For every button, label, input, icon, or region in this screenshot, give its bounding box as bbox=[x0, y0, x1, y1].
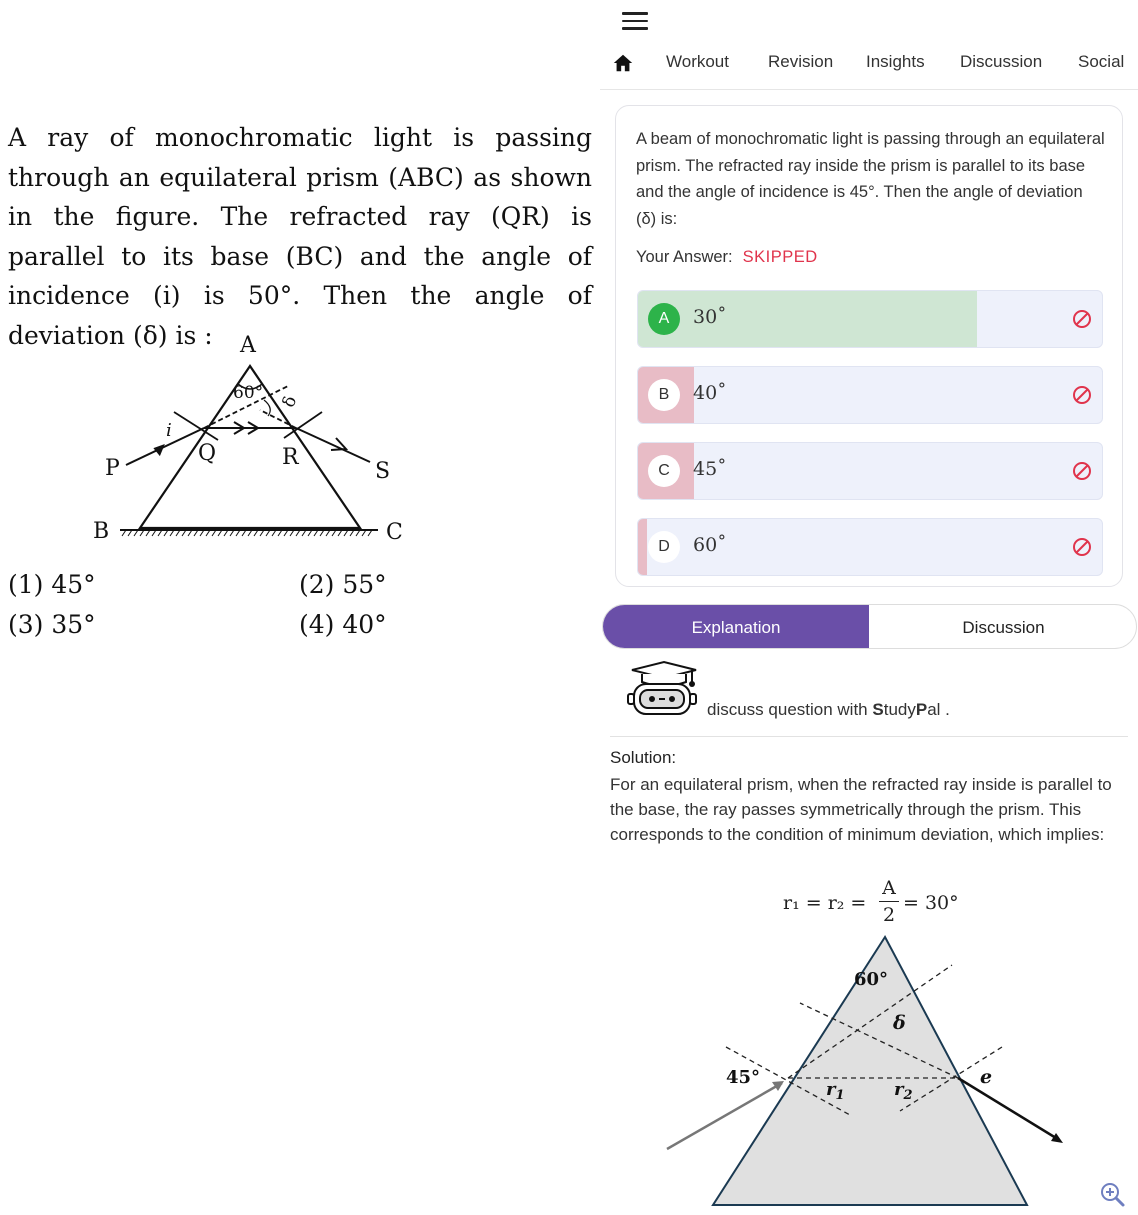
nav-social[interactable]: Social bbox=[1078, 52, 1125, 71]
question-text: A ray of monochromatic light is passing through an equilateral prism (ABC) as shown in the figure. The refracted ray (QR) is parallel to its base (BC) and the angle of incidence (i) is 50°. Then the angle of deviation (δ) is : bbox=[8, 123, 592, 350]
normal-q bbox=[174, 412, 218, 440]
label-b: B bbox=[93, 519, 110, 544]
label-c: C bbox=[386, 520, 403, 545]
nav-workout[interactable]: Workout bbox=[666, 52, 729, 71]
emergent-ray bbox=[296, 428, 370, 462]
solution-label: Solution: bbox=[610, 748, 677, 767]
label-i: i bbox=[166, 420, 172, 441]
label-60: 60° bbox=[854, 969, 889, 990]
home-icon[interactable] bbox=[612, 52, 634, 74]
formula-fraction bbox=[879, 876, 899, 927]
label-r2-main: r bbox=[894, 1079, 904, 1100]
formula-rhs: = 30° bbox=[903, 892, 959, 914]
option-b-badge: B bbox=[648, 379, 680, 411]
your-answer-label: Your Answer: bbox=[636, 248, 733, 266]
option-a-text: 30˚ bbox=[693, 306, 727, 328]
formula-denominator: 2 bbox=[882, 904, 896, 926]
label-r: R bbox=[282, 445, 299, 470]
label-r1-sub: 1 bbox=[835, 1088, 845, 1103]
label-delta: δ bbox=[278, 393, 302, 411]
label-e: e bbox=[980, 1066, 993, 1088]
block-icon bbox=[1072, 385, 1092, 405]
label-45: 45° bbox=[726, 1067, 761, 1088]
option-c-text: 45˚ bbox=[693, 458, 727, 480]
studypal-suffix: al . bbox=[927, 700, 950, 719]
label-apex-angle: 60° bbox=[233, 383, 264, 403]
block-icon bbox=[1072, 309, 1092, 329]
label-r1-main: r bbox=[826, 1079, 836, 1100]
studypal-robot-icon[interactable] bbox=[626, 660, 698, 720]
solution-text: For an equilateral prism, when the refracted ray inside is parallel to the base, the ray passes symmetrically through the prism. This corresponds to the condition of minimum deviation, which implies: bbox=[610, 775, 1112, 844]
explanation-discussion-tabs bbox=[602, 604, 1137, 649]
question-card bbox=[615, 105, 1123, 587]
question-option-3: (3) 35° bbox=[8, 610, 96, 639]
solution-prism-figure bbox=[660, 935, 1080, 1210]
hamburger-menu-icon[interactable] bbox=[622, 12, 648, 32]
top-nav-bar bbox=[600, 0, 1138, 90]
option-d-text: 60˚ bbox=[693, 534, 727, 556]
option-a[interactable] bbox=[637, 290, 1103, 348]
label-delta-sol: δ bbox=[893, 1012, 906, 1034]
option-d-fill bbox=[638, 519, 647, 575]
question-option-2: (2) 55° bbox=[299, 570, 387, 599]
option-b[interactable] bbox=[637, 366, 1103, 424]
label-r2-sub: 2 bbox=[903, 1088, 913, 1103]
nav-revision[interactable]: Revision bbox=[768, 52, 834, 71]
app-panel bbox=[600, 0, 1138, 1215]
option-c-badge: C bbox=[648, 455, 680, 487]
solution-incident-arrow bbox=[772, 1081, 784, 1091]
studypal-prefix: discuss question with bbox=[707, 700, 873, 719]
incident-ray bbox=[126, 428, 204, 465]
block-icon bbox=[1072, 461, 1092, 481]
tab-explanation[interactable]: Explanation bbox=[603, 605, 869, 649]
your-answer bbox=[636, 248, 818, 267]
divider bbox=[610, 736, 1128, 737]
label-q: Q bbox=[198, 441, 217, 466]
option-a-fill bbox=[638, 291, 977, 347]
solution-formula bbox=[783, 876, 963, 930]
studypal-bold-p: P bbox=[915, 700, 928, 719]
option-c[interactable] bbox=[637, 442, 1103, 500]
solution-emergent-arrow bbox=[1051, 1133, 1063, 1143]
label-a: A bbox=[240, 333, 256, 358]
prism-figure bbox=[88, 328, 418, 558]
your-answer-value: SKIPPED bbox=[742, 248, 818, 266]
question-option-1: (1) 45° bbox=[8, 570, 96, 599]
studypal-mid: tudy bbox=[883, 700, 916, 719]
option-b-text: 40˚ bbox=[693, 382, 727, 404]
formula-numerator: A bbox=[882, 877, 896, 899]
studypal-bold-s: S bbox=[872, 700, 884, 719]
label-p: P bbox=[105, 456, 120, 481]
nav-discussion[interactable]: Discussion bbox=[960, 52, 1043, 71]
option-d-badge: D bbox=[648, 531, 680, 563]
option-a-badge: A bbox=[648, 303, 680, 335]
tab-discussion[interactable]: Discussion bbox=[962, 618, 1045, 637]
option-d[interactable] bbox=[637, 518, 1103, 576]
zoom-in-icon[interactable] bbox=[1098, 1180, 1126, 1208]
block-icon bbox=[1072, 537, 1092, 557]
question-option-4: (4) 40° bbox=[299, 610, 387, 639]
formula-lhs: r₁ = r₂ = bbox=[783, 892, 867, 914]
studypal-link[interactable] bbox=[707, 700, 950, 720]
nav-insights[interactable]: Insights bbox=[866, 52, 925, 71]
label-s: S bbox=[375, 459, 391, 484]
card-question-text: A beam of monochromatic light is passing through an equilateral prism. The refracted ray inside the prism is parallel to its base and the angle of incidence is 45°. Then the angle of deviation (δ) is: bbox=[636, 130, 1105, 228]
